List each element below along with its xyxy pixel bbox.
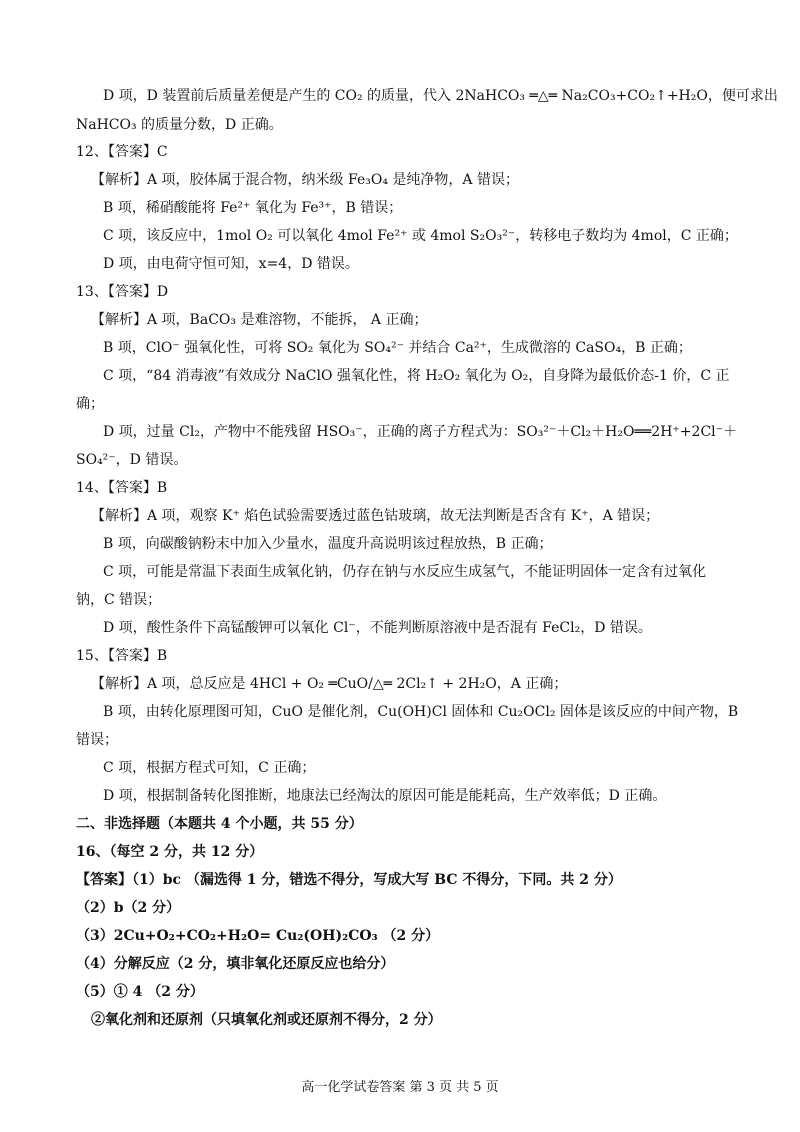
text-line: C 项，“84 消毒液”有效成分 NaClO 强氧化性，将 H₂O₂ 氧化为 O₂，自身降为最低价态-1 价，C 正 [103,368,730,384]
text-line: B 项，向碳酸钠粉末中加入少量水，温度升高说明该过程放热，B 正确； [103,536,553,552]
analysis-line: 【解析】A 项，总反应是 4HCl + O₂ ═CuO/△═ 2Cl₂↑ + 2H₂O，A 正确； [91,676,568,692]
text-line: SO₄²⁻，D 错误。 [76,452,188,468]
analysis-line: 【解析】A 项，胶体属于混合物，纳米级 Fe₃O₄ 是纯净物，A 错误； [91,172,519,188]
question-header: 16、（每空 2 分，共 12 分） [76,844,264,860]
question-header: 13、【答案】D [76,284,169,300]
section-heading: 二、非选择题（本题共 4 个小题，共 55 分） [76,816,363,832]
answer-line: （4）分解反应（2 分，填非氧化还原反应也给分） [76,956,395,972]
text-line: C 项，可能是常温下表面生成氧化钠，仍存在钠与水反应生成氢气，不能证明固体一定含有过氧化 [103,564,707,580]
analysis-line: 【解析】A 项，观察 K⁺ 焰色试验需要透过蓝色钴玻璃，故无法判断是否含有 K⁺，A 错误； [91,508,660,524]
text-line: D 项，过量 Cl₂，产物中不能残留 HSO₃⁻，正确的离子方程式为：SO₃²⁻＋Cl₂＋H₂O══2H⁺+2Cl⁻＋ [103,424,738,440]
text-line: B 项，ClO⁻ 强氧化性，可将 SO₂ 氧化为 SO₄²⁻ 并结合 Ca²⁺，生成微溶的 CaSO₄，B 正确； [103,340,692,356]
answer-line: 【答案】（1）bc （漏选得 1 分，错选不得分，写成大写 BC 不得分，下同。共 2 分） [76,872,622,888]
text-line: D 项，由电荷守恒可知，x=4，D 错误。 [103,256,359,272]
answer-line: （5）① 4 （2 分） [76,984,204,1000]
analysis-line: 【解析】A 项，BaCO₃ 是难溶物，不能拆， A 正确； [91,312,428,328]
text-line: NaHCO₃ 的质量分数，D 正确。 [76,117,283,133]
text-line: D 项，酸性条件下高锰酸钾可以氧化 Cl⁻，不能判断原溶液中是否混有 FeCl₂，D 错误。 [103,620,652,636]
answer-line: （2）b（2 分） [76,900,181,916]
text-line: C 项，根据方程式可知，C 正确； [103,760,316,776]
question-header: 12、【答案】C [76,144,168,160]
question-header: 15、【答案】B [76,648,168,664]
text-line: C 项，该反应中，1mol O₂ 可以氧化 4mol Fe²⁺ 或 4mol S₂O₃²⁻，转移电子数均为 4mol，C 正确； [103,228,738,244]
answer-line: （3）2Cu+O₂+CO₂+H₂O= Cu₂(OH)₂CO₃ （2 分） [76,928,440,944]
text-line: D 项，D 装置前后质量差便是产生的 CO₂ 的质量，代入 2NaHCO₃ ═△═ Na₂CO₃+CO₂↑+H₂O，便可求出 [103,88,778,104]
question-header: 14、【答案】B [76,480,168,496]
text-line: 钠，C 错误； [76,592,162,608]
answer-line: ②氧化剂和还原剂（只填氧化剂或还原剂不得分，2 分） [91,1012,442,1028]
text-line: 确； [76,396,104,412]
text-line: D 项，根据制备转化图推断，地康法已经淘汰的原因可能是能耗高，生产效率低；D 正确。 [103,788,667,804]
text-line: B 项，由转化原理图可知，CuO 是催化剂，Cu(OH)Cl 固体和 Cu₂OCl₂ 固体是该反应的中间产物，B [103,704,739,720]
page-footer: 高一化学试卷答案 第 3 页 共 5 页 [301,1080,499,1095]
text-line: 错误； [76,732,118,748]
text-line: B 项，稀硝酸能将 Fe²⁺ 氧化为 Fe³⁺，B 错误； [103,200,403,216]
